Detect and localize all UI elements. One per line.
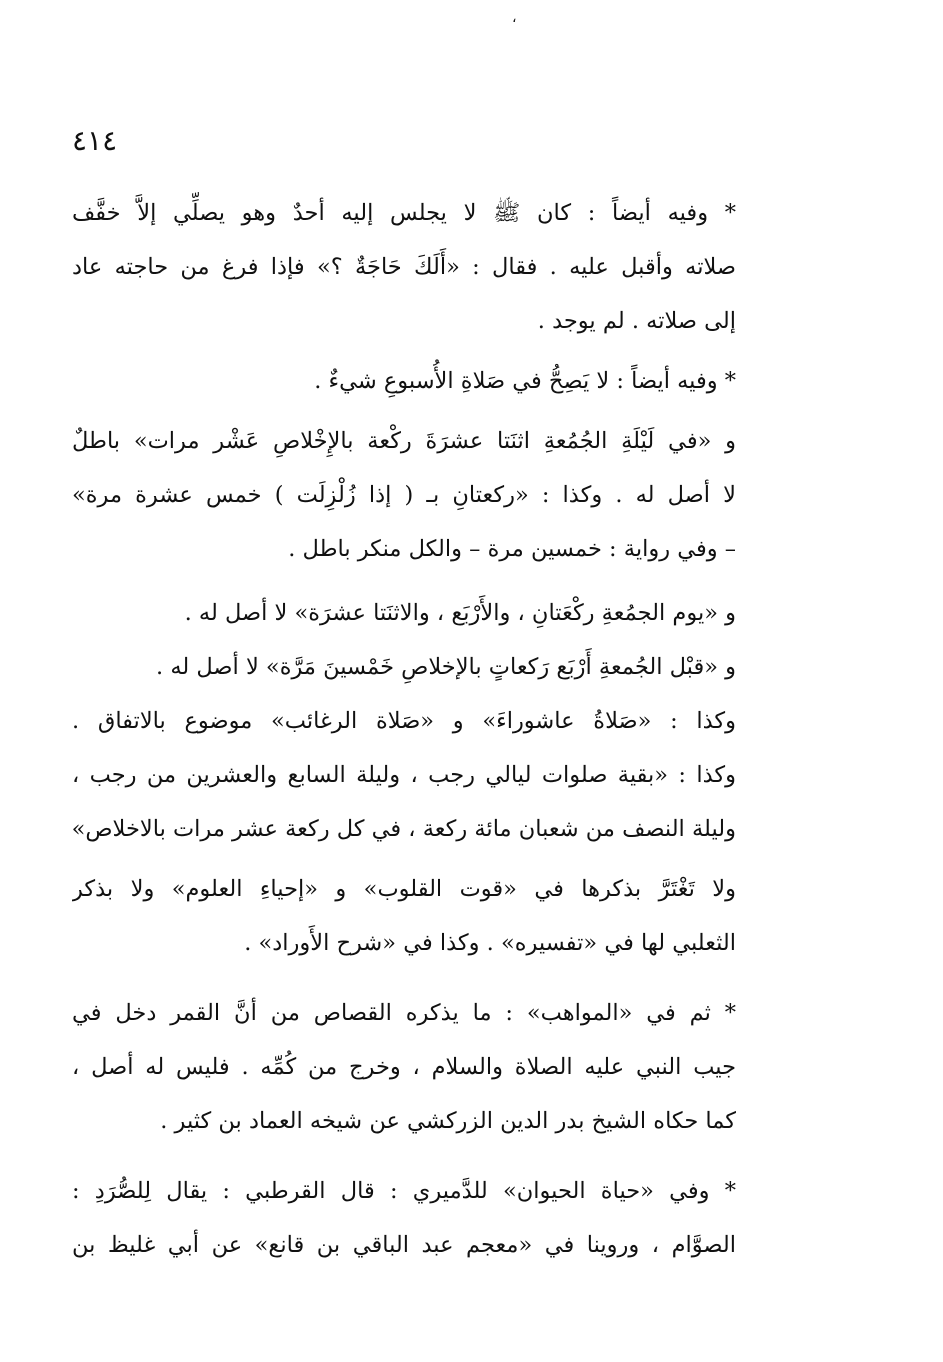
text-line: صلاته وأقبل عليه . فقال : «أَلَكَ حَاجَةٌ ؟» فإذا فرغ من حاجته عاد bbox=[72, 254, 736, 280]
text-line: * وفيه أيضاً : لا يَصِحُّ في صَلاةِ الأُسبوعِ شيءٌ . bbox=[314, 368, 736, 394]
page-number: ٤١٤ bbox=[72, 124, 118, 157]
text-line: * وفي «حياة الحيوان» للدَّميري : قال القرطبي : يقال لِلصُّرَدِ : bbox=[72, 1178, 736, 1204]
text-line: ولا تَغْتَرَّ بذكرها في «قوت القلوب» و «إحياءِ العلوم» ولا بذكر bbox=[72, 876, 736, 902]
text-line: جيب النبي عليه الصلاة والسلام ، وخرج من كُمِّه . فليس له أصل ، bbox=[72, 1054, 736, 1080]
top-mark: ، bbox=[512, 10, 517, 26]
text-line: كما حكاه الشيخ بدر الدين الزركشي عن شيخه العماد بن كثير . bbox=[160, 1108, 736, 1134]
text-line: و «قبْل الجُمعةِ أَرْبَع رَكعاتٍ بالإخلاصِ خَمْسينَ مَرَّة» لا أصل له . bbox=[156, 654, 736, 680]
body-text bbox=[72, 186, 736, 1272]
text-line: – وفي رواية : خمسين مرة – والكل منكر باطل . bbox=[288, 536, 736, 562]
text-line: * وفيه أيضاً : كان ﷺ لا يجلس إليه أحدٌ وهو يصلِّي إلاَّ خفَّف bbox=[72, 200, 736, 226]
text-line: وكذا : «صَلاةُ عاشوراءَ» و «صَلاة الرغائب» موضوع بالاتفاق . bbox=[72, 708, 736, 734]
text-line: الصوَّام ، وروينا في «معجم عبد الباقي بن قانع» عن أبي غليظ بن bbox=[72, 1232, 736, 1258]
text-line: لا أصل له . وكذا : «ركعتانِ بـ ( إذا زُلْزِلَت ) خمس عشرة مرة» bbox=[72, 482, 736, 508]
line-spacer bbox=[72, 1148, 736, 1164]
text-line: الثعلبي لها في «تفسيره» . وكذا في «شرح الأَوراد» . bbox=[244, 930, 736, 956]
text-line: إلى صلاته . لم يوجد . bbox=[537, 308, 736, 334]
text-line: وليلة النصف من شعبان مائة ركعة ، في كل ركعة عشر مرات بالاخلاص» bbox=[72, 816, 736, 842]
text-line: و «يوم الجمُعةِ ركْعَتانِ ، والأَرْبَع ، والاثنَتا عشرَة» لا أصل له . bbox=[184, 600, 736, 626]
text-line: و «في لَيْلَةِ الجُمُعةِ اثنَتا عشرَةَ ركْعة بالإِخْلاصِ عَشْر مرات» باطلٌ bbox=[72, 428, 736, 454]
text-line: وكذا : «بقية صلوات ليالي رجب ، وليلة السابع والعشرين من رجب ، bbox=[72, 762, 736, 788]
line-spacer bbox=[72, 970, 736, 986]
line-spacer bbox=[72, 576, 736, 586]
text-line: * ثم في «المواهب» : ما يذكره القصاص من أنَّ القمر دخل في bbox=[72, 1000, 736, 1026]
